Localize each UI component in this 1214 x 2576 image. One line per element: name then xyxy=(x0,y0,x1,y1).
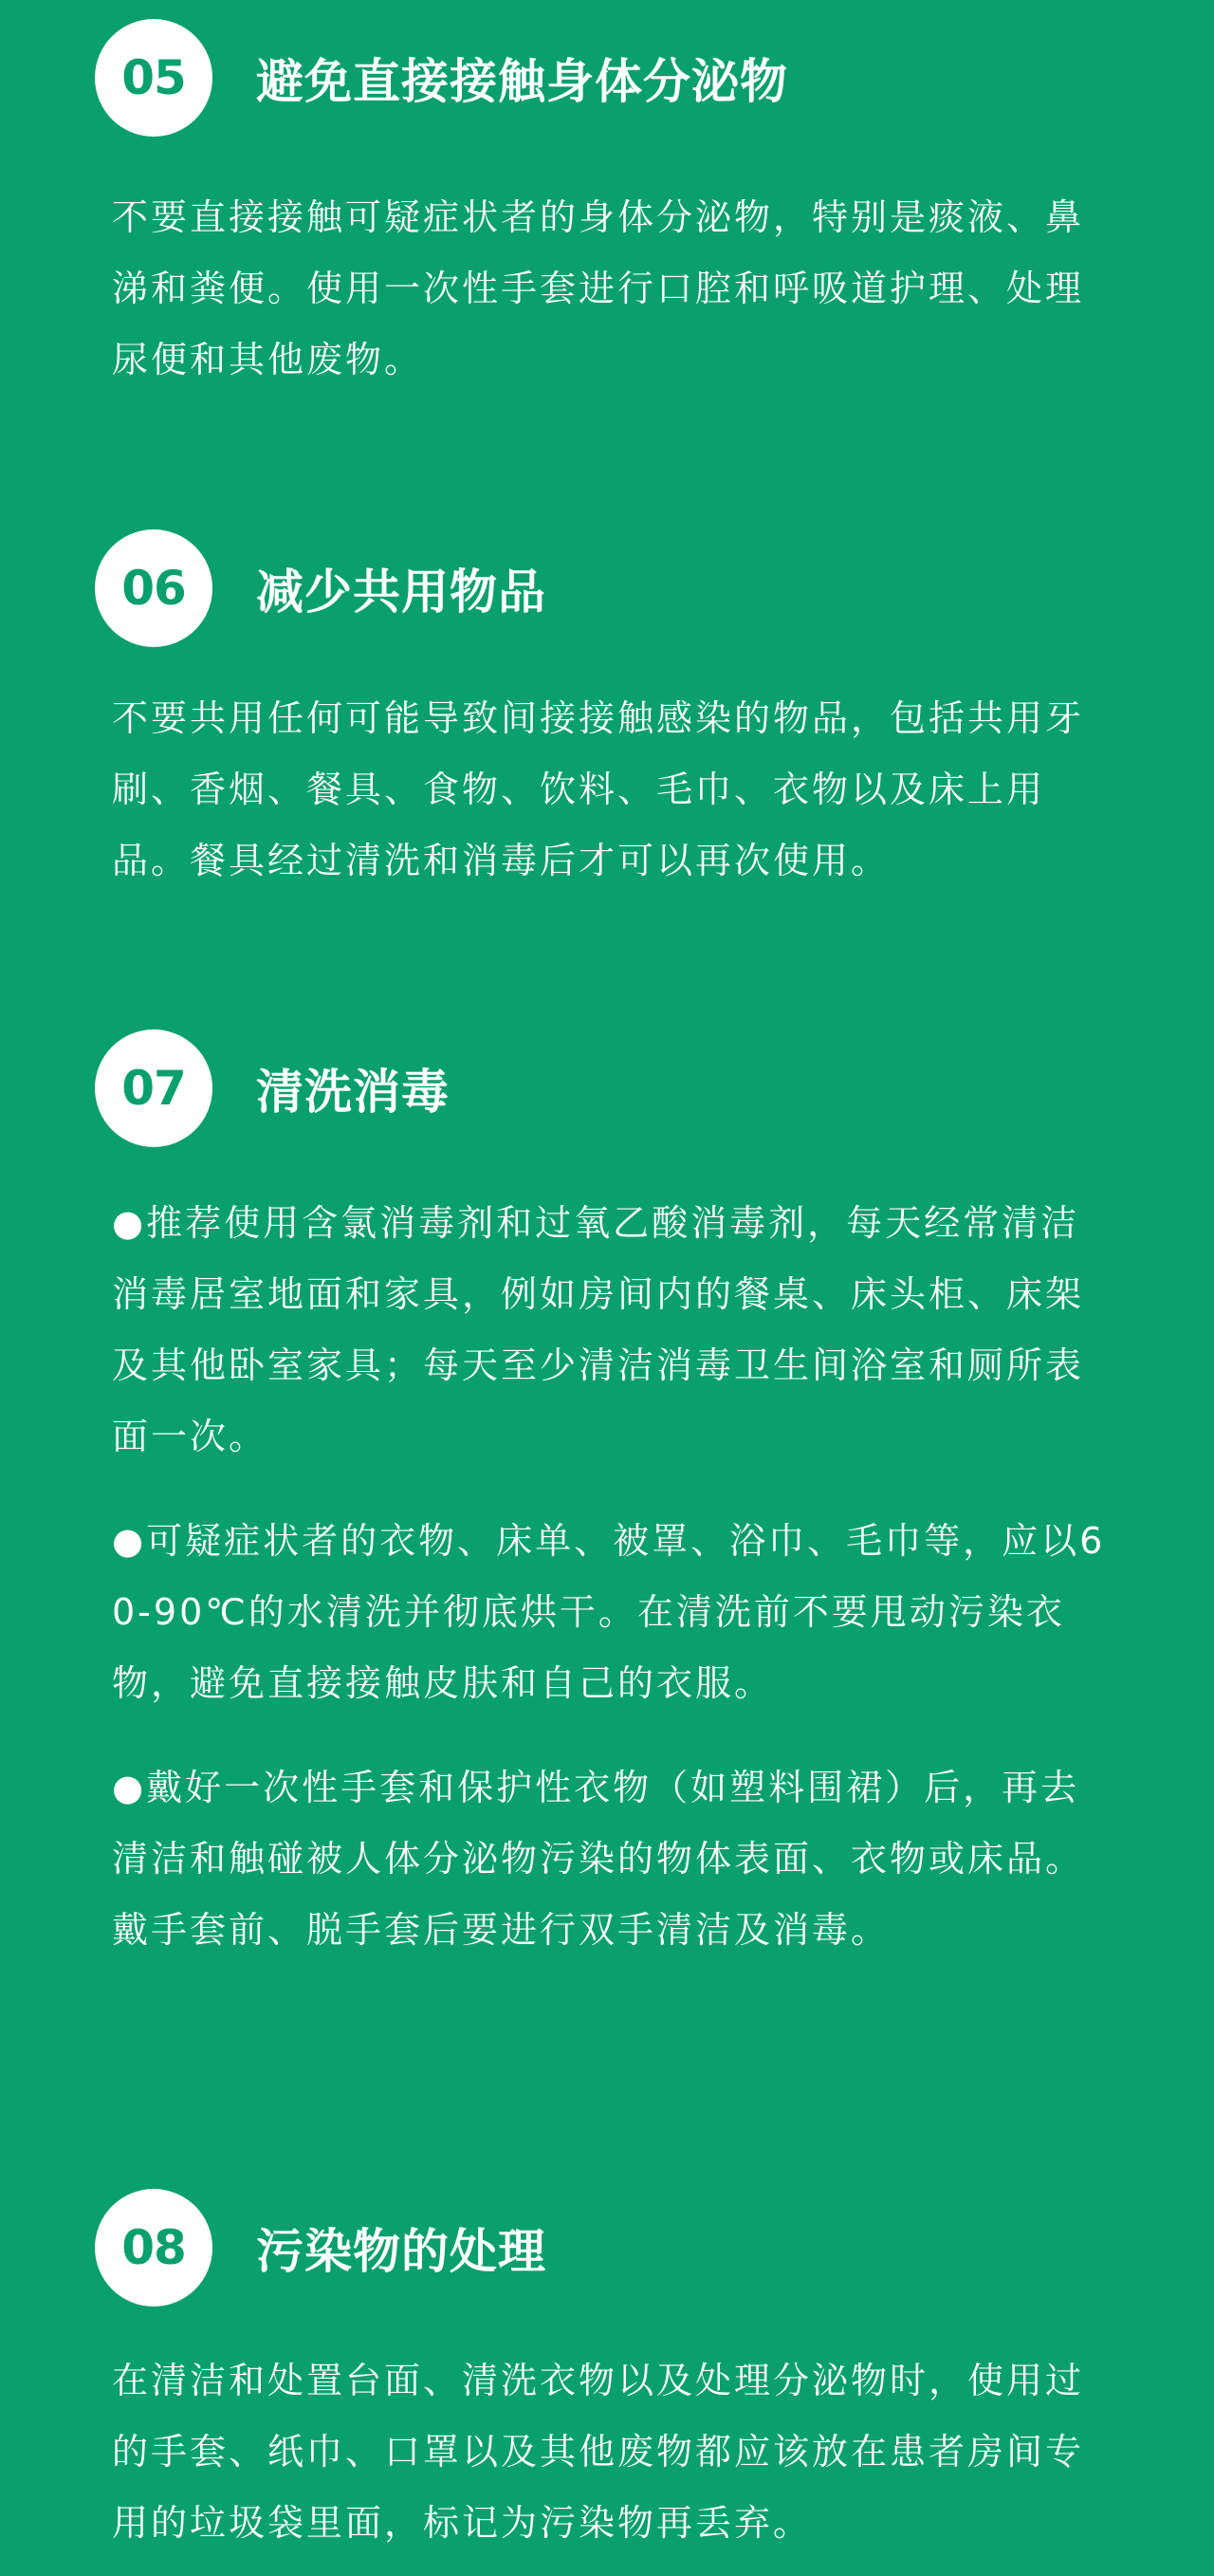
section-header xyxy=(95,529,546,647)
section-title: 减少共用物品 xyxy=(256,565,546,620)
section-number-badge: 06 xyxy=(95,529,212,647)
paragraph: ●推荐使用含氯消毒剂和过氧乙酸消毒剂，每天经常清洁消毒居室地面和家具，例如房间内的餐桌、床头柜、床架及其他卧室家具；每天至少清洁消毒卫生间浴室和厕所表面一次。 xyxy=(112,1202,1085,1457)
section-body xyxy=(112,182,1108,396)
paragraph: 不要直接接触可疑症状者的身体分泌物，特别是痰液、鼻涕和粪便。使用一次性手套进行口腔和呼吸道护理、处理尿便和其他废物。 xyxy=(112,196,1085,380)
section-number-badge: 07 xyxy=(95,1029,212,1147)
section-body xyxy=(112,683,1108,897)
section-title: 清洗消毒 xyxy=(256,1065,450,1120)
section-number-badge: 05 xyxy=(95,19,212,137)
section-header xyxy=(95,1029,450,1147)
section-title: 污染物的处理 xyxy=(256,2224,546,2279)
section-number-badge: 08 xyxy=(95,2189,212,2307)
section-title: 避免直接接触身体分泌物 xyxy=(256,54,788,109)
paragraph: 在清洁和处置台面、清洗衣物以及处理分泌物时，使用过的手套、纸巾、口罩以及其他废物都应该放在患者房间专用的垃圾袋里面，标记为污染物再丢弃。 xyxy=(112,2360,1085,2544)
paragraph: ●可疑症状者的衣物、床单、被罩、浴巾、毛巾等，应以60-90℃的水清洗并彻底烘干。在清洗前不要甩动污染衣物，避免直接接触皮肤和自己的衣服。 xyxy=(112,1520,1106,1704)
paragraph: ●戴好一次性手套和保护性衣物（如塑料围裙）后，再去清洁和触碰被人体分泌物污染的物体表面、衣物或床品。戴手套前、脱手套后要进行双手清洁及消毒。 xyxy=(112,1767,1085,1951)
section-header xyxy=(95,19,788,137)
section-body xyxy=(112,2345,1108,2559)
section-header xyxy=(95,2189,546,2307)
section-body xyxy=(112,1188,1108,1966)
paragraph: 不要共用任何可能导致间接接触感染的物品，包括共用牙刷、香烟、餐具、食物、饮料、毛巾、衣物以及床上用品。餐具经过清洗和消毒后才可以再次使用。 xyxy=(112,697,1085,881)
